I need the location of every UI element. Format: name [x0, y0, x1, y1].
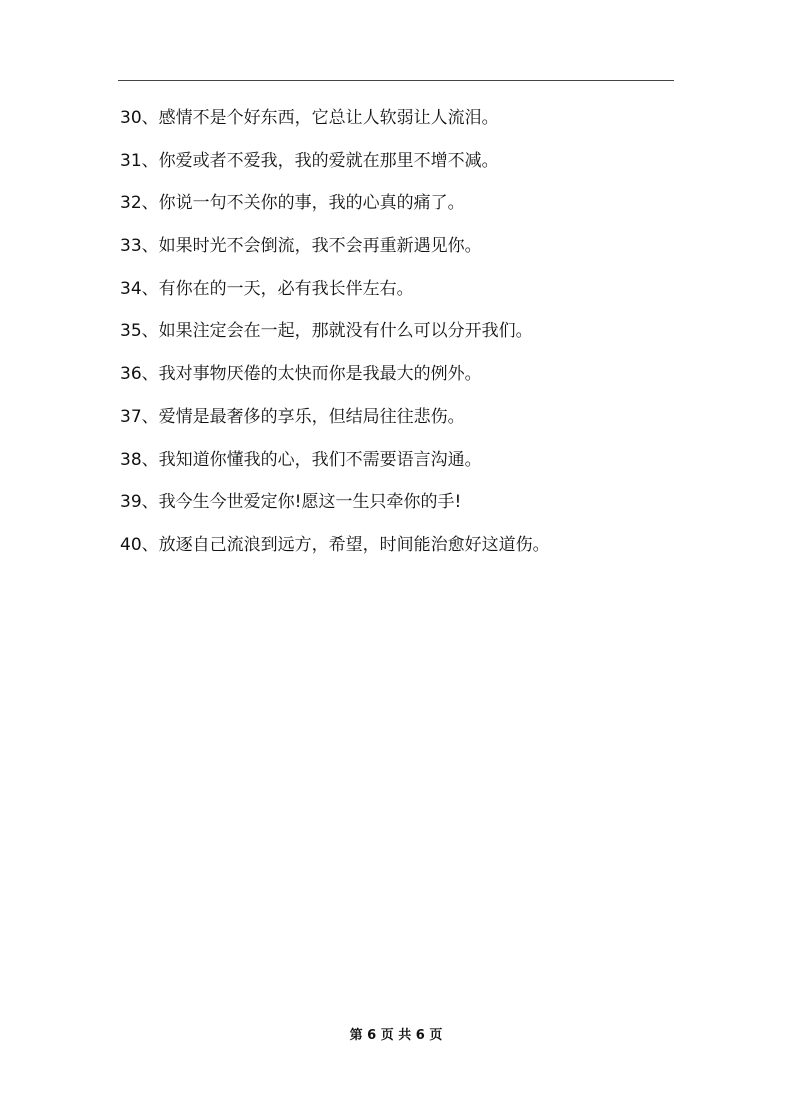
sentence-line: 30、感情不是个好东西，它总让人软弱让人流泪。	[120, 108, 499, 128]
sentence-line: 38、我知道你懂我的心，我们不需要语言沟通。	[120, 449, 482, 470]
page-number-footer: 第 6 页 共 6 页	[349, 1028, 443, 1043]
sentence-line: 40、放逐自己流浪到远方，希望，时间能治愈好这道伤。	[120, 534, 550, 555]
sentence-line: 33、如果时光不会倒流，我不会再重新遇见你。	[120, 236, 482, 257]
sentence-line: 36、我对事物厌倦的太快而你是我最大的例外。	[120, 364, 482, 385]
sentence-line: 39、我今生今世爱定你!愿这一生只牵你的手!	[120, 492, 462, 513]
sentence-line: 34、有你在的一天，必有我长伴左右。	[120, 278, 414, 299]
header-divider	[118, 80, 674, 81]
sentence-line: 37、爱情是最奢侈的享乐，但结局往往悲伤。	[120, 406, 465, 427]
sentence-list	[120, 103, 720, 573]
sentence-line: 35、如果注定会在一起，那就没有什么可以分开我们。	[120, 321, 533, 342]
sentence-line: 32、你说一句不关你的事，我的心真的痛了。	[120, 193, 465, 214]
sentence-line: 31、你爱或者不爱我，我的爱就在那里不增不减。	[120, 150, 499, 171]
